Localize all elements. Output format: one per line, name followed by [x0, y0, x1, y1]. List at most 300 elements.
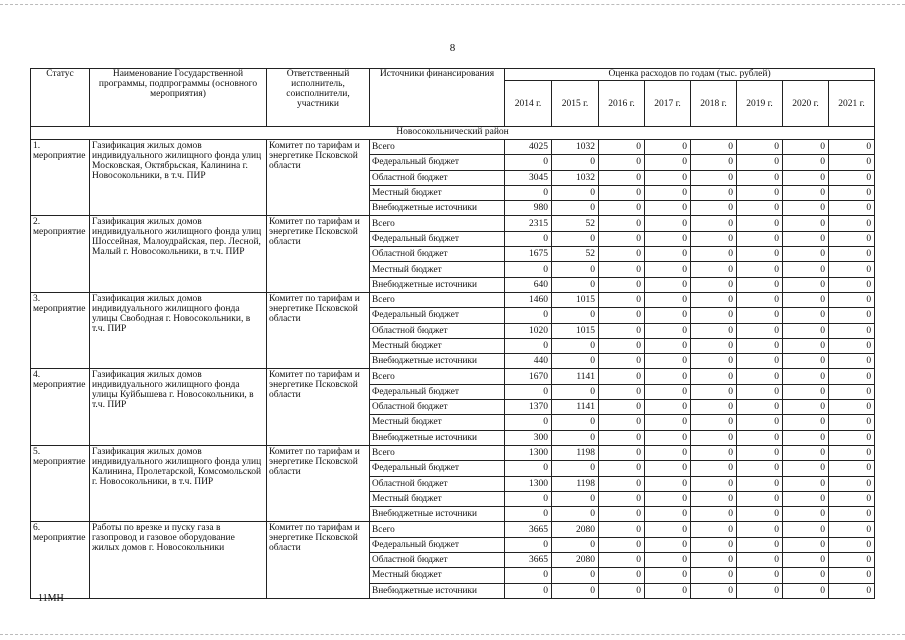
- value-cell: 0: [599, 323, 645, 338]
- event-responsible: Комитет по тарифам и энергетике Псковской области: [267, 445, 370, 521]
- funding-source: Областной бюджет: [370, 553, 505, 568]
- value-cell: 0: [645, 308, 691, 323]
- value-cell: 0: [599, 155, 645, 170]
- value-cell: 640: [505, 277, 552, 292]
- value-cell: 0: [783, 201, 829, 216]
- header-name: Наименование Государственной программы, подпрограммы (основного мероприятия): [90, 69, 267, 127]
- value-cell: 0: [505, 231, 552, 246]
- funding-source: Всего: [370, 369, 505, 384]
- value-cell: 0: [645, 247, 691, 262]
- value-cell: 0: [645, 170, 691, 185]
- value-cell: 0: [691, 338, 737, 353]
- value-cell: 0: [645, 445, 691, 460]
- funding-source: Областной бюджет: [370, 476, 505, 491]
- scan-edge-top: [0, 4, 905, 5]
- value-cell: 0: [829, 277, 875, 292]
- value-cell: 0: [505, 461, 552, 476]
- header-sources: Источники финансирования: [370, 69, 505, 127]
- value-cell: 0: [645, 338, 691, 353]
- value-cell: 0: [599, 461, 645, 476]
- value-cell: 0: [645, 461, 691, 476]
- value-cell: 0: [829, 461, 875, 476]
- value-cell: 0: [552, 231, 599, 246]
- value-cell: 1300: [505, 476, 552, 491]
- value-cell: 0: [783, 583, 829, 598]
- value-cell: 0: [737, 277, 783, 292]
- value-cell: 0: [783, 507, 829, 522]
- header-responsible: Ответственный исполнитель, соисполнители, участники: [267, 69, 370, 127]
- value-cell: 0: [783, 140, 829, 155]
- value-cell: 0: [783, 415, 829, 430]
- value-cell: 0: [645, 354, 691, 369]
- value-cell: 0: [691, 323, 737, 338]
- funding-source: Внебюджетные источники: [370, 354, 505, 369]
- value-cell: 0: [829, 445, 875, 460]
- value-cell: 0: [691, 231, 737, 246]
- value-cell: 0: [829, 231, 875, 246]
- value-cell: 0: [829, 155, 875, 170]
- value-cell: 0: [737, 369, 783, 384]
- value-cell: 0: [737, 445, 783, 460]
- value-cell: 0: [783, 522, 829, 537]
- value-cell: 0: [737, 185, 783, 200]
- value-cell: 0: [737, 247, 783, 262]
- value-cell: 0: [552, 568, 599, 583]
- event-status: 6. мероприятие: [31, 522, 90, 598]
- value-cell: 0: [783, 216, 829, 231]
- table-row: [31, 522, 875, 537]
- value-cell: 0: [599, 140, 645, 155]
- table-row: [31, 292, 875, 307]
- value-cell: 0: [645, 231, 691, 246]
- value-cell: 0: [599, 354, 645, 369]
- header-year: 2014 г.: [505, 81, 552, 127]
- value-cell: 0: [645, 568, 691, 583]
- value-cell: 0: [829, 507, 875, 522]
- value-cell: 0: [737, 338, 783, 353]
- funding-source: Федеральный бюджет: [370, 231, 505, 246]
- value-cell: 1141: [552, 400, 599, 415]
- value-cell: 0: [599, 507, 645, 522]
- value-cell: 440: [505, 354, 552, 369]
- value-cell: 0: [829, 185, 875, 200]
- event-name: Газификация жилых домов индивидуального жилищного фонда улиц Калинина, Пролетарской, Комсомольской г. Новосокольники, в т.ч. ПИР: [90, 445, 267, 521]
- header-year: 2016 г.: [599, 81, 645, 127]
- value-cell: 0: [783, 247, 829, 262]
- value-cell: 0: [737, 476, 783, 491]
- value-cell: 0: [505, 583, 552, 598]
- value-cell: 0: [505, 338, 552, 353]
- event-name: Газификация жилых домов индивидуального жилищного фонда улицы Куйбышева г. Новосокольники, в т.ч. ПИР: [90, 369, 267, 445]
- value-cell: 0: [783, 338, 829, 353]
- value-cell: 0: [691, 170, 737, 185]
- funding-source: Внебюджетные источники: [370, 201, 505, 216]
- value-cell: 0: [505, 415, 552, 430]
- value-cell: 0: [645, 400, 691, 415]
- value-cell: 0: [783, 231, 829, 246]
- value-cell: 0: [599, 384, 645, 399]
- value-cell: 0: [829, 430, 875, 445]
- value-cell: 0: [783, 553, 829, 568]
- value-cell: 0: [691, 491, 737, 506]
- value-cell: 0: [691, 308, 737, 323]
- value-cell: 0: [552, 583, 599, 598]
- value-cell: 0: [829, 216, 875, 231]
- header-year: 2019 г.: [737, 81, 783, 127]
- value-cell: 0: [552, 185, 599, 200]
- funding-source: Областной бюджет: [370, 170, 505, 185]
- value-cell: 0: [691, 277, 737, 292]
- value-cell: 0: [691, 185, 737, 200]
- value-cell: 0: [552, 491, 599, 506]
- table-row: [31, 445, 875, 460]
- value-cell: 3665: [505, 553, 552, 568]
- value-cell: 1198: [552, 445, 599, 460]
- value-cell: 0: [505, 262, 552, 277]
- value-cell: 0: [599, 476, 645, 491]
- value-cell: 0: [737, 430, 783, 445]
- value-cell: 0: [645, 537, 691, 552]
- value-cell: 0: [829, 323, 875, 338]
- value-cell: 0: [829, 262, 875, 277]
- value-cell: 0: [829, 354, 875, 369]
- value-cell: 0: [505, 155, 552, 170]
- value-cell: 0: [552, 507, 599, 522]
- value-cell: 0: [552, 308, 599, 323]
- value-cell: 0: [599, 445, 645, 460]
- value-cell: 1300: [505, 445, 552, 460]
- value-cell: 0: [505, 537, 552, 552]
- table-row: [31, 140, 875, 155]
- value-cell: 0: [552, 155, 599, 170]
- value-cell: 0: [737, 216, 783, 231]
- value-cell: 0: [599, 568, 645, 583]
- value-cell: 2080: [552, 553, 599, 568]
- footer-code: 11МН: [38, 593, 64, 604]
- value-cell: 0: [783, 262, 829, 277]
- value-cell: 0: [691, 400, 737, 415]
- value-cell: 0: [552, 262, 599, 277]
- value-cell: 0: [552, 338, 599, 353]
- value-cell: 2080: [552, 522, 599, 537]
- value-cell: 0: [599, 216, 645, 231]
- value-cell: 0: [783, 430, 829, 445]
- value-cell: 0: [552, 430, 599, 445]
- value-cell: 0: [829, 369, 875, 384]
- value-cell: 3665: [505, 522, 552, 537]
- value-cell: 1032: [552, 170, 599, 185]
- value-cell: 0: [645, 277, 691, 292]
- value-cell: 0: [829, 400, 875, 415]
- value-cell: 0: [829, 247, 875, 262]
- value-cell: 0: [783, 461, 829, 476]
- funding-source: Внебюджетные источники: [370, 507, 505, 522]
- event-status: 1. мероприятие: [31, 140, 90, 216]
- value-cell: 0: [691, 537, 737, 552]
- funding-source: Всего: [370, 216, 505, 231]
- value-cell: 0: [645, 476, 691, 491]
- value-cell: 0: [829, 476, 875, 491]
- region-title: Новосокольнический район: [31, 127, 875, 140]
- value-cell: 0: [737, 323, 783, 338]
- value-cell: 0: [737, 155, 783, 170]
- value-cell: 0: [737, 415, 783, 430]
- value-cell: 1015: [552, 323, 599, 338]
- value-cell: 1020: [505, 323, 552, 338]
- funding-source: Внебюджетные источники: [370, 430, 505, 445]
- value-cell: 0: [505, 491, 552, 506]
- value-cell: 0: [783, 155, 829, 170]
- value-cell: 0: [737, 568, 783, 583]
- value-cell: 0: [691, 369, 737, 384]
- funding-source: Местный бюджет: [370, 415, 505, 430]
- value-cell: 0: [552, 461, 599, 476]
- header-year: 2015 г.: [552, 81, 599, 127]
- value-cell: 0: [599, 170, 645, 185]
- value-cell: 0: [737, 507, 783, 522]
- value-cell: 0: [599, 338, 645, 353]
- value-cell: 1032: [552, 140, 599, 155]
- funding-source: Местный бюджет: [370, 568, 505, 583]
- value-cell: 0: [737, 537, 783, 552]
- value-cell: 0: [783, 445, 829, 460]
- value-cell: 0: [783, 292, 829, 307]
- value-cell: 0: [737, 583, 783, 598]
- event-name: Газификация жилых домов индивидуального жилищного фонда улицы Свободная г. Новосокольники, в т.ч. ПИР: [90, 292, 267, 368]
- value-cell: 52: [552, 247, 599, 262]
- value-cell: 0: [599, 185, 645, 200]
- value-cell: 0: [783, 170, 829, 185]
- value-cell: 0: [645, 323, 691, 338]
- value-cell: 0: [783, 185, 829, 200]
- value-cell: 0: [829, 292, 875, 307]
- value-cell: 0: [691, 507, 737, 522]
- value-cell: 0: [691, 384, 737, 399]
- event-status: 2. мероприятие: [31, 216, 90, 292]
- value-cell: 0: [829, 140, 875, 155]
- funding-source: Местный бюджет: [370, 185, 505, 200]
- value-cell: 0: [829, 201, 875, 216]
- value-cell: 0: [645, 292, 691, 307]
- value-cell: 0: [737, 292, 783, 307]
- value-cell: 0: [691, 292, 737, 307]
- value-cell: 0: [691, 461, 737, 476]
- event-status: 5. мероприятие: [31, 445, 90, 521]
- value-cell: 0: [691, 262, 737, 277]
- value-cell: 0: [552, 354, 599, 369]
- value-cell: 0: [599, 491, 645, 506]
- value-cell: 0: [599, 415, 645, 430]
- value-cell: 0: [691, 415, 737, 430]
- header-status: Статус: [31, 69, 90, 127]
- value-cell: 0: [829, 522, 875, 537]
- funding-source: Федеральный бюджет: [370, 537, 505, 552]
- event-status: 4. мероприятие: [31, 369, 90, 445]
- value-cell: 0: [691, 476, 737, 491]
- value-cell: 0: [645, 491, 691, 506]
- value-cell: 0: [783, 277, 829, 292]
- value-cell: 0: [599, 430, 645, 445]
- value-cell: 0: [505, 568, 552, 583]
- value-cell: 0: [737, 522, 783, 537]
- value-cell: 0: [829, 338, 875, 353]
- event-name: Газификация жилых домов индивидуального жилищного фонда улиц Шоссейная, Малоудрайская, пер. Лесной, Малый г. Новосокольники, в т.ч. ПИР: [90, 216, 267, 292]
- page-number: 8: [449, 42, 456, 54]
- value-cell: 0: [645, 155, 691, 170]
- value-cell: 0: [829, 568, 875, 583]
- funding-source: Федеральный бюджет: [370, 155, 505, 170]
- value-cell: 300: [505, 430, 552, 445]
- value-cell: 0: [829, 170, 875, 185]
- value-cell: 0: [829, 583, 875, 598]
- value-cell: 0: [829, 491, 875, 506]
- value-cell: 0: [599, 262, 645, 277]
- header-year: 2018 г.: [691, 81, 737, 127]
- value-cell: 0: [691, 522, 737, 537]
- value-cell: 0: [737, 170, 783, 185]
- value-cell: 0: [691, 445, 737, 460]
- value-cell: 1141: [552, 369, 599, 384]
- event-responsible: Комитет по тарифам и энергетике Псковской области: [267, 369, 370, 445]
- value-cell: 0: [645, 369, 691, 384]
- value-cell: 0: [645, 384, 691, 399]
- funding-source: Федеральный бюджет: [370, 308, 505, 323]
- value-cell: 0: [645, 522, 691, 537]
- value-cell: 0: [645, 430, 691, 445]
- event-name: Работы по врезке и пуску газа в газопровод и газовое оборудование жилых домов г. Новосокольники: [90, 522, 267, 598]
- funding-source: Всего: [370, 140, 505, 155]
- event-responsible: Комитет по тарифам и энергетике Псковской области: [267, 292, 370, 368]
- value-cell: 0: [645, 140, 691, 155]
- header-year: 2020 г.: [783, 81, 829, 127]
- value-cell: 0: [737, 262, 783, 277]
- funding-source: Федеральный бюджет: [370, 461, 505, 476]
- funding-source: Местный бюджет: [370, 338, 505, 353]
- value-cell: 0: [737, 354, 783, 369]
- value-cell: 0: [783, 537, 829, 552]
- value-cell: 0: [552, 201, 599, 216]
- value-cell: 0: [691, 247, 737, 262]
- value-cell: 0: [783, 400, 829, 415]
- value-cell: 0: [645, 415, 691, 430]
- value-cell: 0: [645, 507, 691, 522]
- value-cell: 0: [599, 201, 645, 216]
- funding-source: Всего: [370, 445, 505, 460]
- value-cell: 0: [505, 308, 552, 323]
- table-row: [31, 216, 875, 231]
- value-cell: 0: [829, 384, 875, 399]
- value-cell: 0: [599, 537, 645, 552]
- value-cell: 0: [599, 522, 645, 537]
- value-cell: 4025: [505, 140, 552, 155]
- value-cell: 0: [737, 400, 783, 415]
- value-cell: 0: [829, 415, 875, 430]
- value-cell: 0: [737, 491, 783, 506]
- value-cell: 0: [599, 231, 645, 246]
- table-row: [31, 369, 875, 384]
- value-cell: 980: [505, 201, 552, 216]
- event-responsible: Комитет по тарифам и энергетике Псковской области: [267, 522, 370, 598]
- value-cell: 0: [737, 231, 783, 246]
- value-cell: 0: [645, 262, 691, 277]
- value-cell: 0: [829, 553, 875, 568]
- funding-source: Местный бюджет: [370, 491, 505, 506]
- value-cell: 2315: [505, 216, 552, 231]
- value-cell: 0: [783, 354, 829, 369]
- value-cell: 0: [737, 201, 783, 216]
- value-cell: 1015: [552, 292, 599, 307]
- value-cell: 0: [505, 384, 552, 399]
- funding-source: Внебюджетные источники: [370, 583, 505, 598]
- expense-table: [30, 68, 875, 599]
- value-cell: 1460: [505, 292, 552, 307]
- value-cell: 0: [599, 292, 645, 307]
- value-cell: 0: [783, 308, 829, 323]
- value-cell: 0: [737, 461, 783, 476]
- value-cell: 0: [599, 400, 645, 415]
- value-cell: 0: [552, 384, 599, 399]
- funding-source: Федеральный бюджет: [370, 384, 505, 399]
- value-cell: 0: [691, 354, 737, 369]
- event-status: 3. мероприятие: [31, 292, 90, 368]
- value-cell: 0: [737, 384, 783, 399]
- value-cell: 0: [691, 140, 737, 155]
- value-cell: 0: [552, 277, 599, 292]
- value-cell: 0: [599, 308, 645, 323]
- value-cell: 0: [783, 568, 829, 583]
- value-cell: 0: [691, 583, 737, 598]
- value-cell: 0: [505, 185, 552, 200]
- value-cell: 0: [599, 277, 645, 292]
- value-cell: 0: [691, 155, 737, 170]
- funding-source: Местный бюджет: [370, 262, 505, 277]
- value-cell: 0: [645, 216, 691, 231]
- value-cell: 0: [829, 308, 875, 323]
- header-estimate: Оценка расходов по годам (тыс. рублей): [505, 69, 875, 81]
- value-cell: 0: [783, 384, 829, 399]
- value-cell: 1198: [552, 476, 599, 491]
- value-cell: 0: [737, 308, 783, 323]
- value-cell: 0: [599, 553, 645, 568]
- value-cell: 0: [505, 507, 552, 522]
- event-responsible: Комитет по тарифам и энергетике Псковской области: [267, 216, 370, 292]
- value-cell: 0: [737, 140, 783, 155]
- value-cell: 52: [552, 216, 599, 231]
- value-cell: 1370: [505, 400, 552, 415]
- value-cell: 1675: [505, 247, 552, 262]
- value-cell: 0: [599, 369, 645, 384]
- value-cell: 0: [599, 247, 645, 262]
- value-cell: 0: [645, 583, 691, 598]
- funding-source: Внебюджетные источники: [370, 277, 505, 292]
- value-cell: 0: [691, 430, 737, 445]
- header-year: 2017 г.: [645, 81, 691, 127]
- value-cell: 1670: [505, 369, 552, 384]
- value-cell: 0: [552, 537, 599, 552]
- value-cell: 0: [599, 583, 645, 598]
- value-cell: 0: [645, 553, 691, 568]
- value-cell: 0: [552, 415, 599, 430]
- header-year: 2021 г.: [829, 81, 875, 127]
- funding-source: Областной бюджет: [370, 247, 505, 262]
- value-cell: 0: [783, 323, 829, 338]
- value-cell: 0: [691, 216, 737, 231]
- value-cell: 0: [829, 537, 875, 552]
- event-name: Газификация жилых домов индивидуального жилищного фонда улиц Московская, Октябрьская, Калинина г. Новосокольники, в т.ч. ПИР: [90, 140, 267, 216]
- value-cell: 3045: [505, 170, 552, 185]
- value-cell: 0: [783, 476, 829, 491]
- funding-source: Областной бюджет: [370, 323, 505, 338]
